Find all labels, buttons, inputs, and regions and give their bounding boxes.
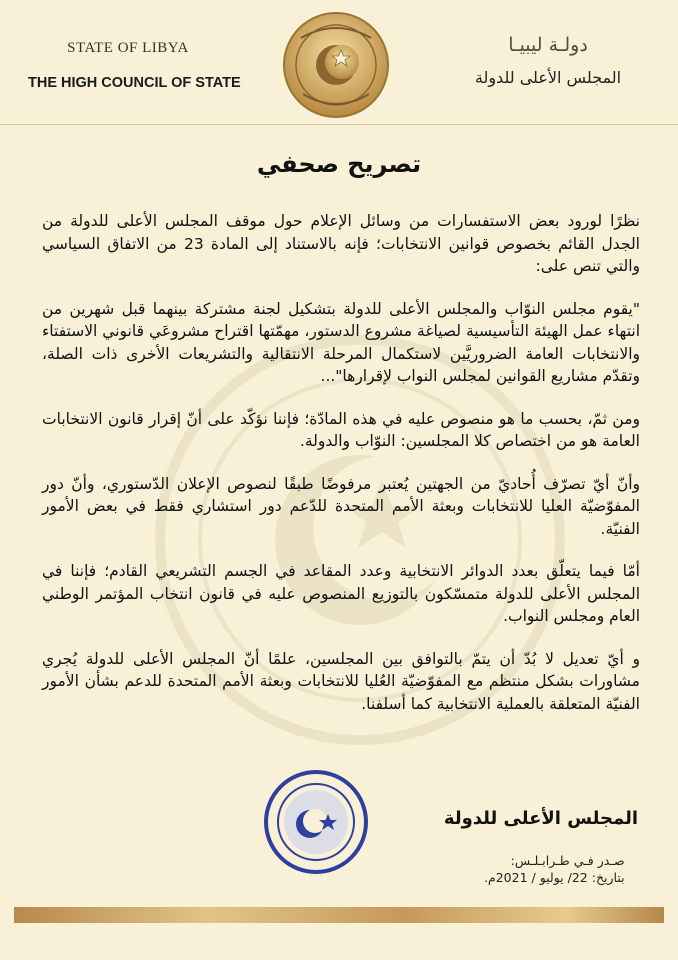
council-name-arabic: المجلس الأعلى للدولة bbox=[474, 68, 622, 87]
state-name-english: STATE OF LIBYA bbox=[67, 40, 189, 56]
header-divider bbox=[0, 124, 678, 125]
paragraph: وأنّ أيّ تصرّف أُحاديّ من الجهتين يُعتبر مرفوضًا طبقًا لنصوص الإعلان الدّستوري، وأنّ دور المفوّضيّة العليا للانتخابات وبعثة الأمم المتحدة للدّعم دور استشاري فقط في بعض الأمور الفنيّة. bbox=[42, 474, 640, 538]
signature-council: المجلس الأعلى للدولة bbox=[443, 808, 638, 829]
paragraph: نظرًا لورود بعض الاستفسارات من وسائل الإعلام حول موقف المجلس الأعلى للدولة من الجدل القائم بخصوص قوانين الانتخابات؛ فإنه بالاستناد إلى المادة 23 من الاتفاق السياسي والتي تنص على: bbox=[42, 212, 640, 275]
paragraph: "يقوم مجلس النوّاب والمجلس الأعلى للدولة بتشكيل لجنة مشتركة بينهما قبل شهرين من انتهاء عمل الهيئة التأسيسية لصياغة مشروع الدستور، مهمّتها اقتراح مشروعَي قانوني الاستفتاء والانتخابات العامة الضروريَّين لاستكمال المرحلة الانتقالية والتشريعات الأخرى ذات الصلة، وتقدّم مشاريع القوانين لمجلس النواب لإقرارها"... bbox=[42, 299, 640, 385]
header-arabic bbox=[448, 34, 648, 87]
statement-body bbox=[42, 210, 640, 735]
crescent-star-emblem-icon bbox=[281, 10, 391, 120]
footer-gold-bar bbox=[14, 907, 664, 923]
council-name-english: THE HIGH COUNCIL OF STATE bbox=[28, 75, 241, 91]
header-english bbox=[28, 40, 241, 91]
page-title: تصريح صحفي bbox=[256, 150, 422, 178]
state-name-arabic: دولـة ليبيـا bbox=[508, 34, 588, 56]
issue-info bbox=[484, 852, 625, 886]
paragraph: ومن ثمّ، بحسب ما هو منصوص عليه في هذه المادّة؛ فإننا نؤكّد على أنّ إقرار قانون الانتخابات العامة هو من اختصاص كلا المجلسين: النوّاب والدولة. bbox=[42, 409, 640, 450]
paragraph: أمّا فيما يتعلّق بعدد الدوائر الانتخابية وعدد المقاعد في الجسم التشريعي القادم؛ فإننا في المجلس الأعلى للدولة متمسّكون بالتوزيع المنصوص عليه في قانون انتخاب المؤتمر الوطني العام ومجلس النواب. bbox=[42, 562, 640, 625]
official-seal-stamp-icon bbox=[262, 768, 370, 876]
issue-place: صـدر فـي طـرابـلـس: bbox=[510, 853, 625, 868]
paragraph: و أيّ تعديل لا بُدّ أن يتمّ بالتوافق بين المجلسين، علمًا أنّ المجلس الأعلى للدولة يُجري مشاورات بشكل منتظم مع المفوّضيّة العُليا للانتخابات وبعثة الأمم المتحدة للدعم بشأن الأمور الفنيّة المتعلقة بالعملية الانتخابية كما أسلفنا. bbox=[42, 649, 640, 713]
issue-date: بتاريخ: 22/ يوليو / 2021م. bbox=[484, 870, 625, 885]
